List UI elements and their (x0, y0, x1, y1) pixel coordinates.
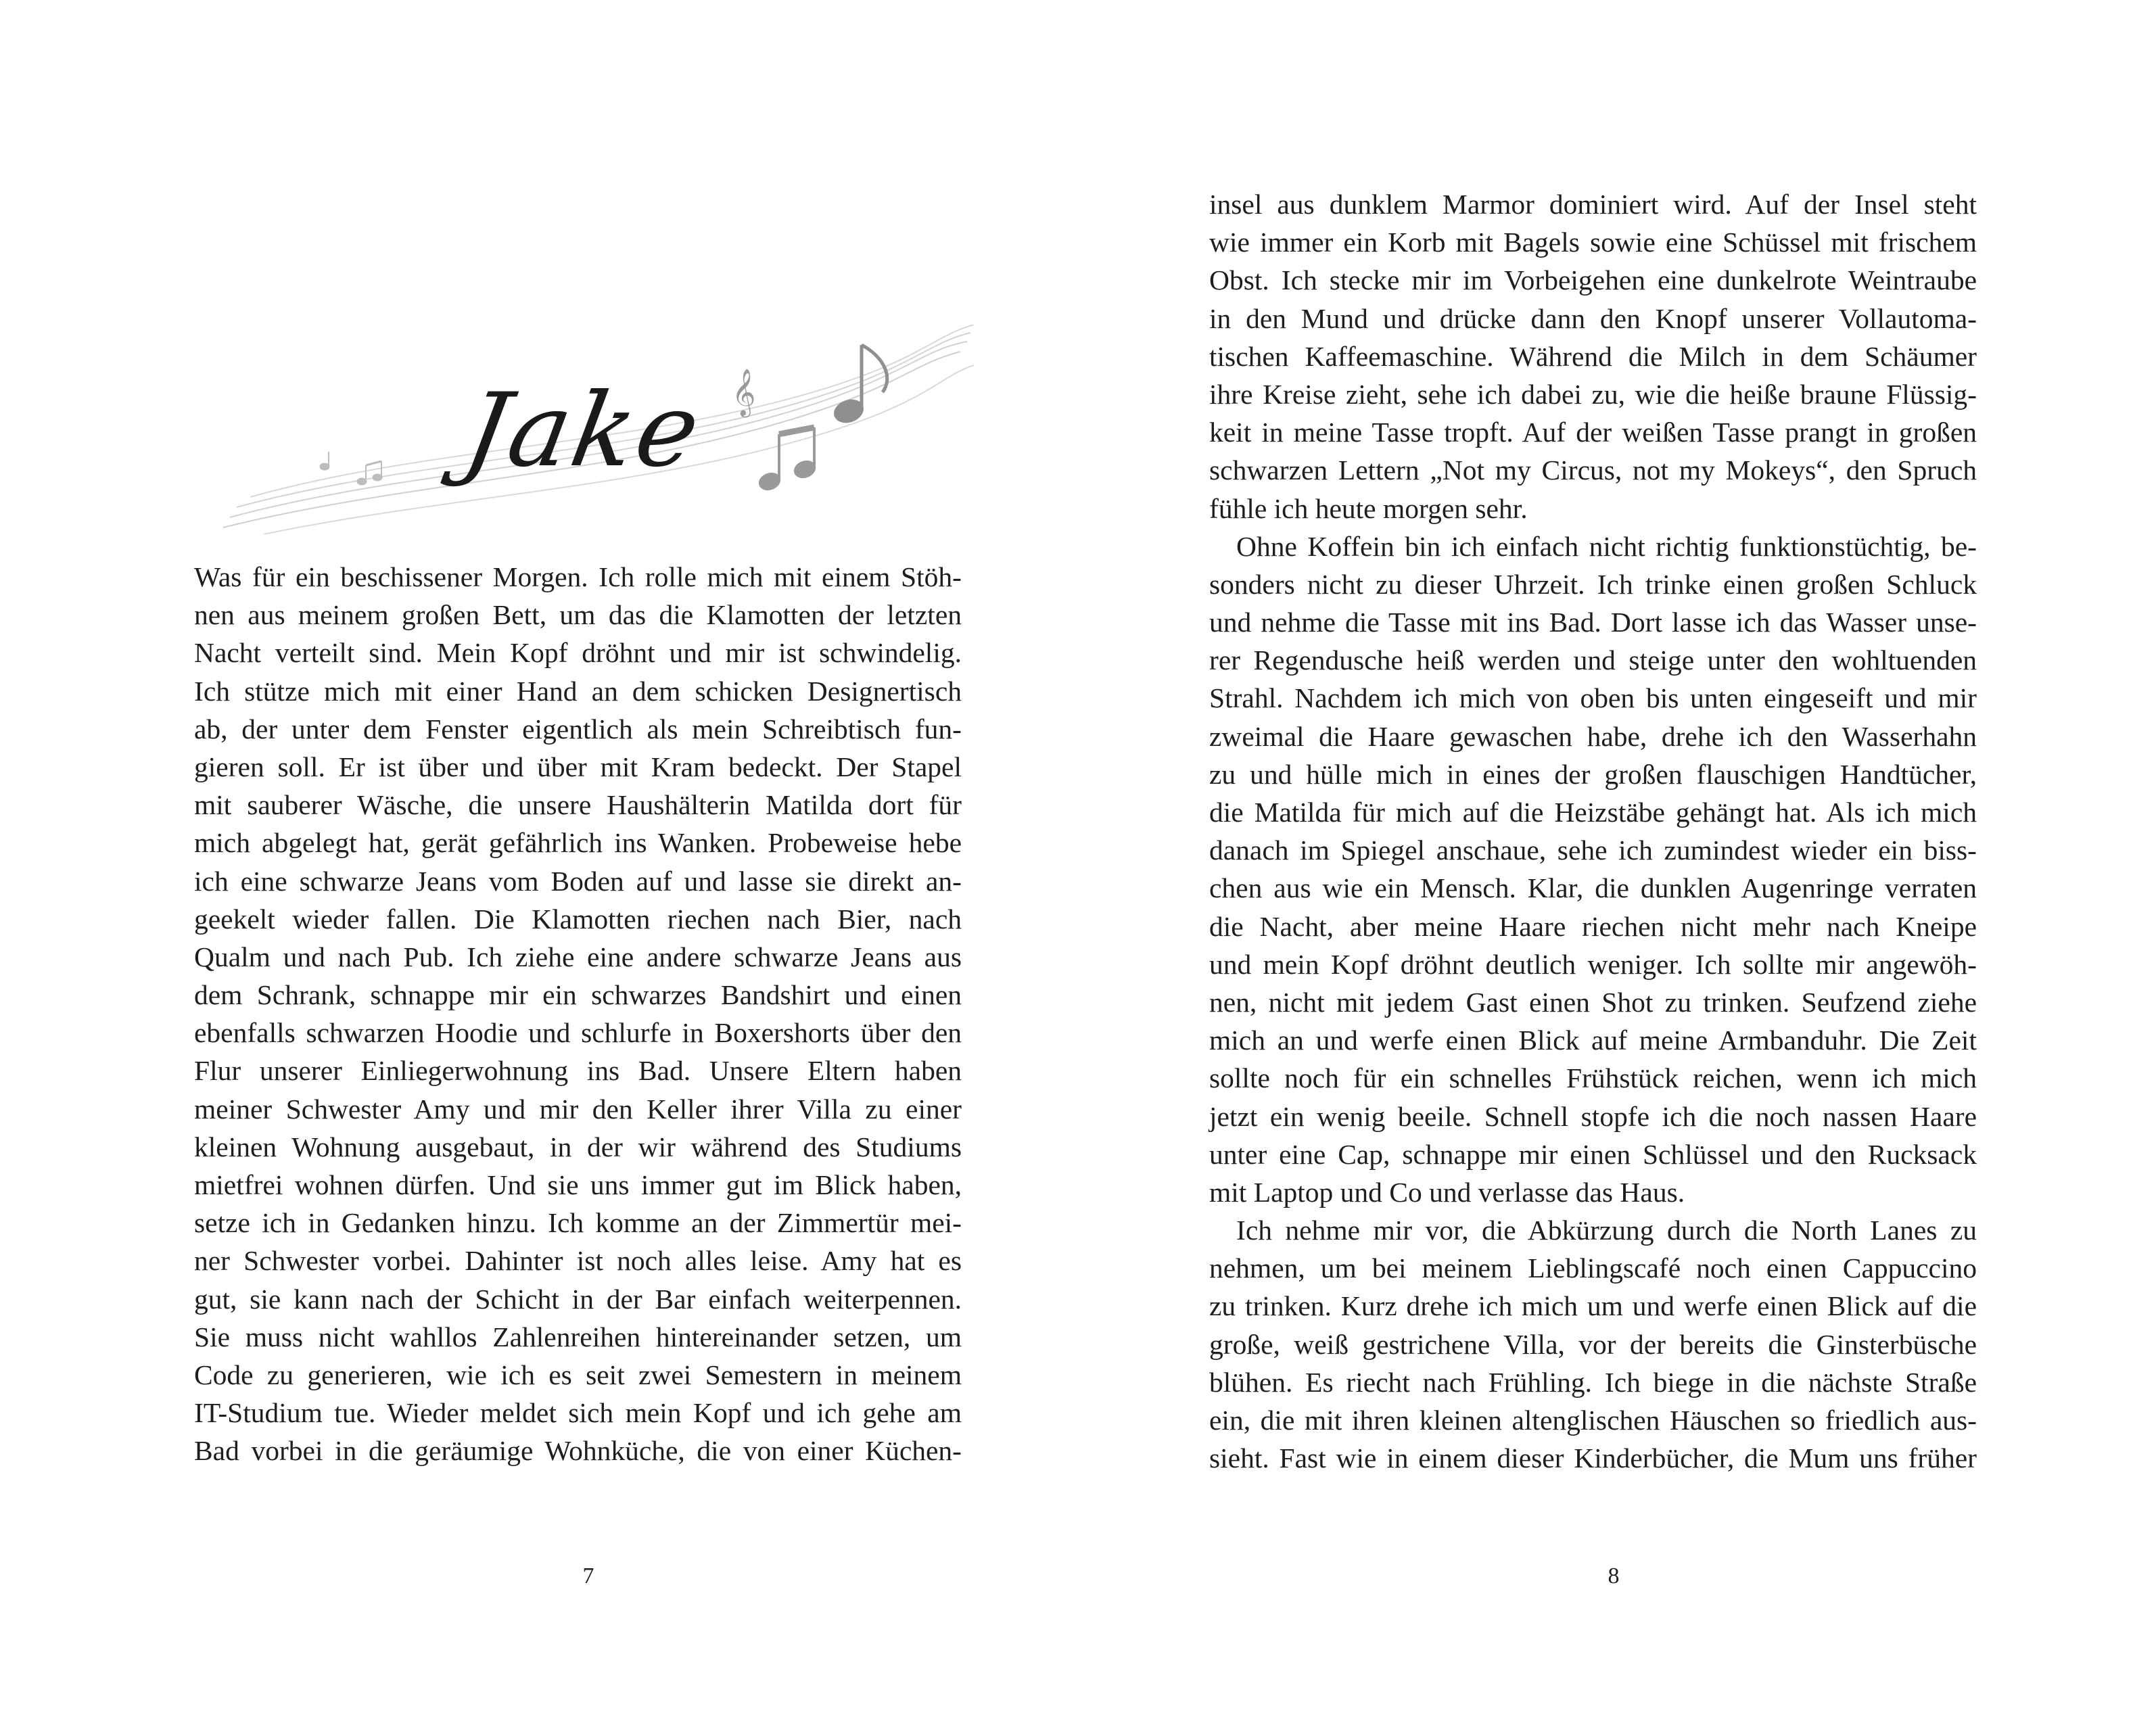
text-line: mit sauberer Wäsche, die unsere Haushälterin Matilda dort für (194, 789, 962, 821)
text-line: zu und hülle mich in eines der großen flauschigen Handtücher, (1209, 758, 1977, 790)
small-note-icon (320, 452, 382, 485)
text-line: die Matilda für mich auf die Heizstäbe gehängt hat. Als ich mich (1209, 797, 1977, 828)
text-line: setze ich in Gedanken hinzu. Ich komme an der Zimmertür mei- (194, 1207, 962, 1239)
text-line: mich abgelegt hat, gerät gefährlich ins Wanken. Probeweise hebe (194, 827, 962, 859)
text-line: kleinen Wohnung ausgebaut, in der wir während des Studiums (194, 1131, 962, 1162)
text-line: nehmen, um bei meinem Lieblingscafé noch einen Cappuccino (1209, 1252, 1977, 1284)
text-line: Sie muss nicht wahllos Zahlenreihen hintereinander setzen, um (194, 1321, 962, 1353)
text-line: gut, sie kann nach der Schicht in der Bar einfach weiterpennen. (194, 1283, 962, 1315)
text-line: ner Schwester vorbei. Dahinter ist noch alles leise. Amy hat es (194, 1245, 962, 1277)
text-line: Ich nehme mir vor, die Abkürzung durch die North Lanes zu (1236, 1215, 1977, 1246)
text-line: fühle ich heute morgen sehr. (1209, 492, 1528, 524)
text-line: unter eine Cap, schnappe mir einen Schlüssel und den Rucksack (1209, 1138, 1977, 1170)
treble-clef-icon: 𝄞 (732, 369, 756, 416)
text-line: mietfrei wohnen dürfen. Und sie uns immer gut im Blick haben, (194, 1169, 962, 1200)
text-line: und nehme die Tasse mit ins Bad. Dort lasse ich das Wasser unse- (1209, 607, 1977, 638)
text-line: chen aus wie ein Mensch. Klar, die dunklen Augenringe verraten (1209, 872, 1977, 904)
text-line: ab, der unter dem Fenster eigentlich als mein Schreibtisch fun- (194, 713, 962, 745)
text-line: keit in meine Tasse tropft. Auf der weißen Tasse prangt in großen (1209, 417, 1977, 448)
text-line: sieht. Fast wie in einem dieser Kinderbücher, die Mum uns früher (1209, 1442, 1977, 1474)
text-line: meiner Schwester Amy und mir den Keller ihrer Villa zu einer (194, 1093, 962, 1125)
text-line: tischen Kaffeemaschine. Während die Milch in dem Schäumer (1209, 340, 1977, 372)
text-line: rer Regendusche heiß werden und steige unter den wohltuenden (1209, 644, 1977, 676)
text-line: ich eine schwarze Jeans vom Boden auf und lasse sie direkt an- (194, 865, 962, 897)
left-page-body-text (194, 558, 962, 1470)
text-line: mich an und werfe einen Blick auf meine Armbanduhr. Die Zeit (1209, 1025, 1977, 1056)
text-line: geekelt wieder fallen. Die Klamotten riechen nach Bier, nach (194, 903, 962, 935)
text-line: wie immer ein Korb mit Bagels sowie eine Schüssel mit frischem (1209, 227, 1977, 258)
text-line: ebenfalls schwarzen Hoodie und schlurfe in Boxershorts über den (194, 1017, 962, 1049)
text-line: schwarzen Lettern „Not my Circus, not my Mokeys“, den Spruch (1209, 454, 1977, 486)
chapter-title: Jake (456, 372, 711, 490)
text-line: dem Schrank, schnappe mir ein schwarzes Bandshirt und einen (194, 979, 962, 1011)
text-line: Nacht verteilt sind. Mein Kopf dröhnt und mir ist schwindelig. (194, 637, 962, 669)
text-line: insel aus dunklem Marmor dominiert wird. Auf der Insel steht (1209, 189, 1977, 220)
text-line: große, weiß gestrichene Villa, vor der bereits die Ginsterbüsche (1209, 1328, 1977, 1360)
text-line: Qualm und nach Pub. Ich ziehe eine andere schwarze Jeans aus (194, 941, 962, 972)
right-page (1078, 0, 2156, 1717)
text-line: Ohne Koffein bin ich einfach nicht richtig funktionstüchtig, be- (1236, 530, 1977, 562)
text-line: zweimal die Haare gewaschen habe, drehe ich den Wasserhahn (1209, 720, 1977, 752)
text-line: Strahl. Nachdem ich mich von oben bis unten eingeseift und mir (1209, 682, 1977, 714)
text-line: Flur unserer Einliegerwohnung ins Bad. Unsere Eltern haben (194, 1055, 962, 1087)
text-line: sonders nicht zu dieser Uhrzeit. Ich trinke einen großen Schluck (1209, 568, 1977, 600)
text-line: gieren soll. Er ist über und über mit Kram bedeckt. Der Stapel (194, 751, 962, 782)
text-line: Bad vorbei in die geräumige Wohnküche, die von einer Küchen- (194, 1435, 962, 1467)
text-line: in den Mund und drücke dann den Knopf unserer Vollautoma- (1209, 302, 1977, 334)
text-line: blühen. Es riecht nach Frühling. Ich biege in die nächste Straße (1209, 1366, 1977, 1398)
text-line: ein, die mit ihren kleinen altenglischen Häuschen so friedlich aus- (1209, 1405, 1977, 1436)
text-line: Code zu generieren, wie ich es seit zwei Semestern in meinem (194, 1359, 962, 1390)
text-line: zu trinken. Kurz drehe ich mich um und werfe einen Blick auf die (1209, 1290, 1977, 1322)
text-line: Ich stütze mich mit einer Hand an dem schicken Designertisch (194, 675, 962, 707)
text-line: die Nacht, aber meine Haare riechen nicht mehr nach Kneipe (1209, 910, 1977, 942)
text-line: Obst. Ich stecke mir im Vorbeigehen eine dunkelrote Weintraube (1209, 264, 1977, 296)
text-line: jetzt ein wenig beeile. Schnell stopfe ich die noch nassen Haare (1209, 1100, 1977, 1132)
chapter-heading (223, 325, 981, 534)
text-line: mit Laptop und Co und verlasse das Haus. (1209, 1176, 1685, 1208)
page-number-right: 8 (1608, 1563, 1620, 1589)
text-line: sollte noch für ein schnelles Frühstück reichen, wenn ich mich (1209, 1062, 1977, 1094)
text-line: und mein Kopf dröhnt deutlich weniger. Ich sollte mir angewöh- (1209, 948, 1977, 980)
text-line: Was für ein beschissener Morgen. Ich rolle mich mit einem Stöh- (194, 561, 962, 592)
right-page-body-text (1209, 185, 1977, 1477)
text-line: IT-Studium tue. Wieder meldet sich mein Kopf und ich gehe am (194, 1397, 962, 1429)
page-number-left: 7 (582, 1563, 594, 1589)
text-line: danach im Spiegel anschaue, sehe ich zumindest wieder ein biss- (1209, 834, 1977, 866)
text-line: ihre Kreise zieht, sehe ich dabei zu, wie die heiße braune Flüssig- (1209, 378, 1977, 410)
text-line: nen, nicht mit jedem Gast einen Shot zu trinken. Seufzend ziehe (1209, 986, 1977, 1018)
text-line: nen aus meinem großen Bett, um das die Klamotten der letzten (194, 599, 962, 631)
